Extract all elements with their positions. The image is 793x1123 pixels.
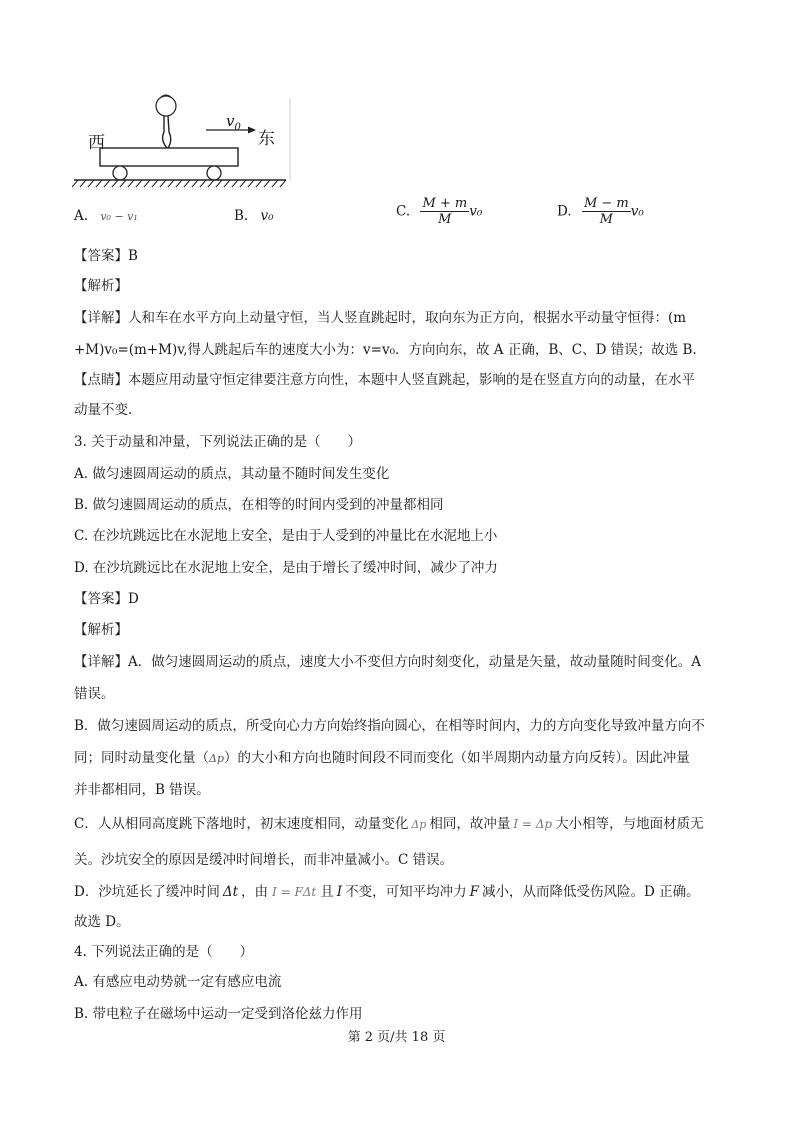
west-label: 西 bbox=[88, 133, 105, 153]
v0-label: $v_0$ bbox=[226, 112, 241, 133]
q2-remark-line-2: 动量不变. bbox=[74, 402, 133, 418]
option-b: B. v₀ bbox=[234, 208, 274, 224]
q3-detail-9: 故选 D。 bbox=[74, 914, 130, 930]
option-a: A. v₀ − v₁ bbox=[74, 208, 138, 224]
q3-option-b: B. 做匀速圆周运动的质点，在相等的时间内受到的冲量都相同 bbox=[74, 497, 444, 513]
east-label: 东 bbox=[258, 129, 275, 149]
q3-analysis-title: 【解析】 bbox=[74, 622, 128, 638]
q3-option-c: C. 在沙坑跳远比在水泥地上安全，是由于人受到的冲量比在水泥地上小 bbox=[74, 528, 498, 544]
cart-body bbox=[100, 148, 238, 166]
q4-stem: 4. 下列说法正确的是（ ） bbox=[74, 944, 254, 960]
q4-option-a: A. 有感应电动势就一定有感应电流 bbox=[74, 974, 282, 990]
q3-option-d: D. 在沙坑跳远比在水泥地上安全，是由于增长了缓冲时间，减少了冲力 bbox=[74, 560, 498, 576]
option-d: D. $\frac{M - m}{M}$ v₀ bbox=[557, 196, 644, 227]
q3-option-a: A. 做匀速圆周运动的质点，其动量不随时间发生变化 bbox=[74, 466, 390, 482]
q2-answer: 【答案】B bbox=[74, 248, 138, 264]
q3-detail-4: 同；同时动量变化量（Δp）的大小和方向也随时间段不同而变化（如半周期内动量方向反转）。因此冲量 bbox=[74, 750, 690, 766]
q3-detail-7: 关。沙坑安全的原因是缓冲时间增长，而非冲量减小。C 错误。 bbox=[74, 852, 454, 868]
cart-wheel bbox=[113, 166, 127, 180]
q3-detail-2: 错误。 bbox=[74, 686, 115, 702]
person-head bbox=[156, 96, 176, 116]
q2-detail-line-2: +M)v₀=(m+M)v,得人跳起后车的速度大小为：v=v₀．方向向东，故 A 正确，B、C、D 错误；故选 B. bbox=[74, 342, 697, 358]
option-c: C. $\frac{M + m}{M}$ v₀ bbox=[396, 196, 483, 227]
q2-remark-line-1: 【点睛】本题应用动量守恒定律要注意方向性，本题中人竖直跳起，影响的是在竖直方向的动量，在水平 bbox=[74, 372, 695, 388]
cart-wheel bbox=[207, 166, 221, 180]
q3-detail-6: C．人从相同高度跳下落地时，初末速度相同，动量变化 Δp 相同，故冲量 I = Δp 大小相等，与地面材质无 bbox=[74, 816, 704, 832]
page-footer: 第 2 页/共 18 页 bbox=[347, 1030, 446, 1045]
q3-detail-5: 并非都相同，B 错误。 bbox=[74, 782, 210, 798]
q4-option-b: B. 带电粒子在磁场中运动一定受到洛伦兹力作用 bbox=[74, 1006, 363, 1022]
q3-stem: 3. 关于动量和冲量，下列说法正确的是（ ） bbox=[74, 434, 362, 450]
q3-answer: 【答案】D bbox=[74, 591, 139, 607]
q2-detail-line-1: 【详解】人和车在水平方向上动量守恒，当人竖直跳起时，取向东为正方向，根据水平动量守恒得：(m bbox=[74, 310, 687, 326]
q3-detail-8: D．沙坑延长了缓冲时间 Δt ，由 I = FΔt 且 I 不变，可知平均冲力 F 减小，从而降低受伤风险。D 正确。 bbox=[74, 884, 700, 900]
q3-detail-3: B．做匀速圆周运动的质点，所受向心力方向始终指向圆心，在相等时间内，力的方向变化导致冲量方向不 bbox=[74, 718, 705, 734]
q2-analysis-title: 【解析】 bbox=[74, 278, 128, 294]
q3-detail-1: 【详解】A．做匀速圆周运动的质点，速度大小不变但方向时刻变化，动量是矢量，故动量随时间变化。A bbox=[74, 654, 701, 670]
